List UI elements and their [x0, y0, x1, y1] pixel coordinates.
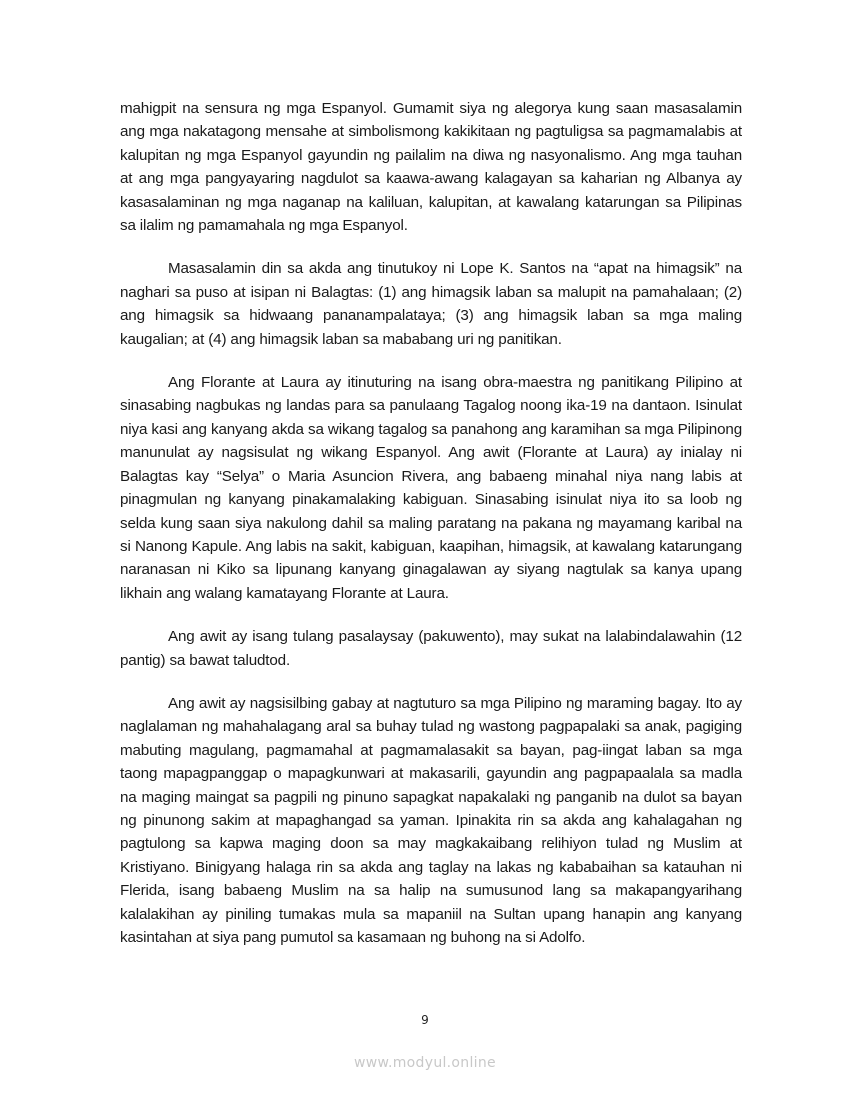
paragraph-tulang-pasalaysay: Ang awit ay isang tulang pasalaysay (pakuwento), may sukat na lalabindalawahin (12 pantig) sa bawat taludtod. — [120, 628, 742, 669]
paragraph-sensura: mahigpit na sensura ng mga Espanyol. Gumamit siya ng alegorya kung saan masasalamin ang mga nakatagong mensahe at simbolismong kakikitaan ng pagtuligsa sa pagmamalabis at kalupitan ng mga Espanyol gayundin ng pailalim na diwa ng nasyonalismo. Ang mga tauhan at ang mga pangyayaring nagdulot sa kaawa-awang kalagayan sa kaharian ng Albanya ay kasasalaminan ng mga naganap na kaliluan, kalupitan, at kawalang katarungan sa Pilipinas sa ilalim ng pamamahala ng mga Espanyol. — [120, 100, 742, 235]
paragraph-apat-na-himagsik: Masasalamin din sa akda ang tinutukoy ni Lope K. Santos na “apat na himagsik” na naghari sa puso at isipan ni Balagtas: (1) ang himagsik laban sa malupit na pamahalaan; (2) ang himagsik sa hidwaang pananampalataya; (3) ang himagsik laban sa mga maling kaugalian; at (4) ang himagsik laban sa mababang uri ng panitikan. — [120, 260, 742, 348]
watermark: www.modyul.online — [354, 1055, 496, 1071]
paragraph-obra-maestra: Ang Florante at Laura ay itinuturing na isang obra-maestra ng panitikang Pilipino at sinasabing nagbukas ng landas para sa panulaang Tagalog noong ika-19 na dantaon. Isinulat niya kasi ang kanyang akda sa wikang tagalog sa panahong ang karamihan sa mga Pilipinong manunulat ay nagsisulat ng wikang Espanyol. Ang awit (Florante at Laura) ay inialay ni Balagtas kay “Selya” o Maria Asuncion Rivera, ang babaeng minahal niya nang labis at pinagmulan ng kanyang pinakamalaking kabiguan. Sinasabing isinulat niya ito sa loob ng selda kung saan siya nakulong dahil sa maling paratang na pakana ng mayamang karibal na si Nanong Kapule. Ang labis na sakit, kabiguan, kaapihan, himagsik, at kawalang katarungang naranasan ni Kiko sa lipunang kanyang ginagalawan ay siyang nagtulak sa kanya upang likhain ang walang kamatayang Florante at Laura. — [120, 374, 742, 602]
document-body — [120, 97, 742, 969]
page-number: 9 — [421, 1013, 429, 1027]
paragraph-mga-aral: Ang awit ay nagsisilbing gabay at nagtuturo sa mga Pilipino ng maraming bagay. Ito ay naglalaman ng mahahalagang aral sa buhay tulad ng wastong pagpapalaki sa anak, pagiging mabuting magulang, pagmamahal at pagmamalasakit sa bayan, pag-iingat laban sa mga taong mapagpanggap o mapagkunwari at makasarili, gayundin ang pagpapaalala sa madla na maging maingat sa pagpili ng pinuno sapagkat napakalaki ng panganib na dulot sa bayan ng pinunong sakim at mapaghangad sa yaman. Ipinakita rin sa akda ang kahalagahan ng pagtulong sa kapwa maging doon sa may magkakaibang relihiyon tulad ng Muslim at Kristiyano. Binigyang halaga rin sa akda ang taglay na lakas ng kababaihan sa katauhan ni Flerida, isang babaeng Muslim na sa halip na sumusunod lang sa makapangyarihang kalalakihan ay piniling tumakas mula sa mapaniil na Sultan upang hanapin ang kanyang kasintahan at siya pang pumutol sa kasamaan ng buhong na si Adolfo. — [120, 694, 742, 946]
